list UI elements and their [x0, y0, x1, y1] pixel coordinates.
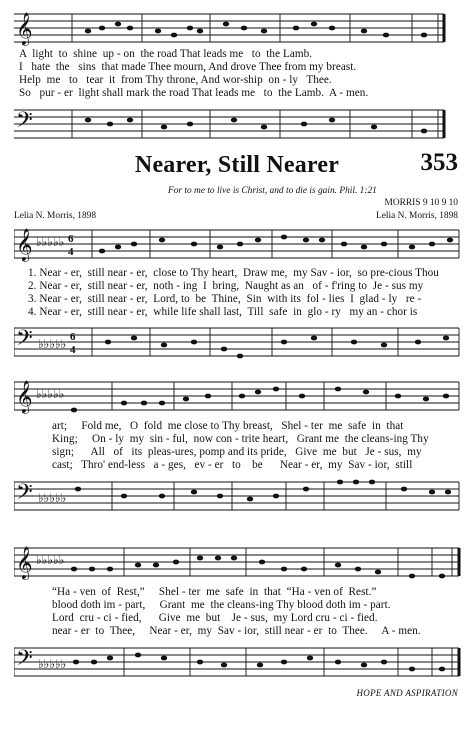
music-credit: Lelia N. Morris, 1898	[375, 211, 458, 221]
svg-text:𝄢: 𝄢	[16, 326, 33, 355]
svg-text:♭♭♭♭♭: ♭♭♭♭♭	[38, 657, 67, 671]
lyric-line: art; Fold me, O fold me close to Thy breast, Shel - ter me safe in that	[52, 420, 404, 432]
lyric-line: Lord cru - ci - fied, Give me but Je - sus, my Lord cru - ci - fied.	[52, 612, 378, 624]
lyric-line: I hate the sins that made Thee mourn, And drove Thee from my breast.	[19, 61, 357, 73]
svg-text:𝄞: 𝄞	[16, 230, 33, 261]
lyric-line: “Ha - ven of Rest,” Shel - ter me safe in that “Ha - ven of Rest.”	[52, 586, 377, 598]
hymn-title: Nearer, Still Nearer	[134, 152, 340, 178]
treble-staff-notation	[14, 542, 464, 584]
svg-text:𝄢: 𝄢	[16, 646, 33, 675]
lyric-line: cast; Thro' end-less a - ges, ev - er to be Near - er, my Sav - ior, still	[52, 459, 413, 471]
hymn-number: 353	[420, 149, 458, 176]
system1-bass-staff	[14, 322, 464, 364]
bass-staff-notation	[14, 322, 464, 364]
bass-staff-notation	[14, 104, 464, 144]
svg-text:4: 4	[68, 246, 74, 258]
lyric-line: Help me to tear it from Thy throne, And wor-ship on - ly Thee.	[19, 74, 332, 86]
previous-hymn-bass-staff	[14, 104, 464, 144]
lyric-line: 1. Near - er, still near - er, close to Thy heart, Draw me, my Sav - ior, so pre-cious Thou	[28, 267, 439, 279]
svg-text:♭♭♭♭♭: ♭♭♭♭♭	[38, 491, 67, 505]
words-credit: Lelia N. Morris, 1898	[14, 211, 97, 221]
svg-text:𝄞: 𝄞	[16, 382, 33, 413]
lyric-line: King; On - ly my sin - ful, now con - trite heart, Grant me the cleans-ing Thy	[52, 433, 429, 445]
svg-text:𝄞: 𝄞	[16, 14, 33, 45]
svg-text:𝄞: 𝄞	[16, 548, 33, 579]
previous-hymn-treble-staff	[14, 8, 464, 48]
bass-staff-notation	[14, 642, 464, 684]
lyric-line: sign; All of its pleas-ures, pomp and its pride, Give me but Je - sus, my	[52, 446, 422, 458]
treble-staff-notation	[14, 8, 464, 48]
svg-text:♭♭♭♭♭: ♭♭♭♭♭	[36, 235, 65, 249]
tune-name: MORRIS 9 10 9 10	[384, 198, 458, 208]
svg-text:6: 6	[70, 331, 76, 343]
treble-staff-notation	[14, 376, 464, 418]
system3-treble-staff	[14, 542, 464, 584]
svg-text:6: 6	[68, 233, 74, 245]
lyric-line: near - er to Thee, Near - er, my Sav - ior, still near - er to Thee. A - men.	[52, 625, 421, 637]
hymn-category: HOPE AND ASPIRATION	[356, 688, 458, 698]
scripture-reference: For to me to live is Christ, and to die is gain. Phil. 1:21	[168, 186, 377, 196]
lyric-line: A light to shine up - on the road That leads me to the Lamb.	[19, 48, 313, 60]
lyric-line: 2. Near - er, still near - er, noth - ing I bring, Naught as an of - f'ring to Je - sus my	[28, 280, 424, 292]
svg-text:♭♭♭♭♭: ♭♭♭♭♭	[38, 337, 67, 351]
system2-treble-staff	[14, 376, 464, 418]
lyric-line: blood doth im - part, Grant me the cleans-ing Thy blood doth im - part.	[52, 599, 391, 611]
treble-staff-notation	[14, 224, 464, 266]
bass-staff-notation	[14, 476, 464, 518]
svg-text:♭♭♭♭♭: ♭♭♭♭♭	[36, 387, 65, 401]
svg-text:𝄢: 𝄢	[16, 108, 33, 137]
system3-bass-staff	[14, 642, 464, 684]
svg-text:4: 4	[70, 344, 76, 356]
system1-treble-staff	[14, 224, 464, 266]
svg-text:♭♭♭♭♭: ♭♭♭♭♭	[36, 553, 65, 567]
lyric-line: So pur - er light shall mark the road That leads me to the Lamb. A - men.	[19, 87, 369, 99]
lyric-line: 3. Near - er, still near - er, Lord, to be Thine, Sin with its fol - lies I glad - ly re -	[28, 293, 422, 305]
system2-bass-staff	[14, 476, 464, 518]
svg-text:𝄢: 𝄢	[16, 480, 33, 509]
lyric-line: 4. Near - er, still near - er, while life shall last, Till safe in glo - ry my an - chor is	[28, 306, 418, 318]
